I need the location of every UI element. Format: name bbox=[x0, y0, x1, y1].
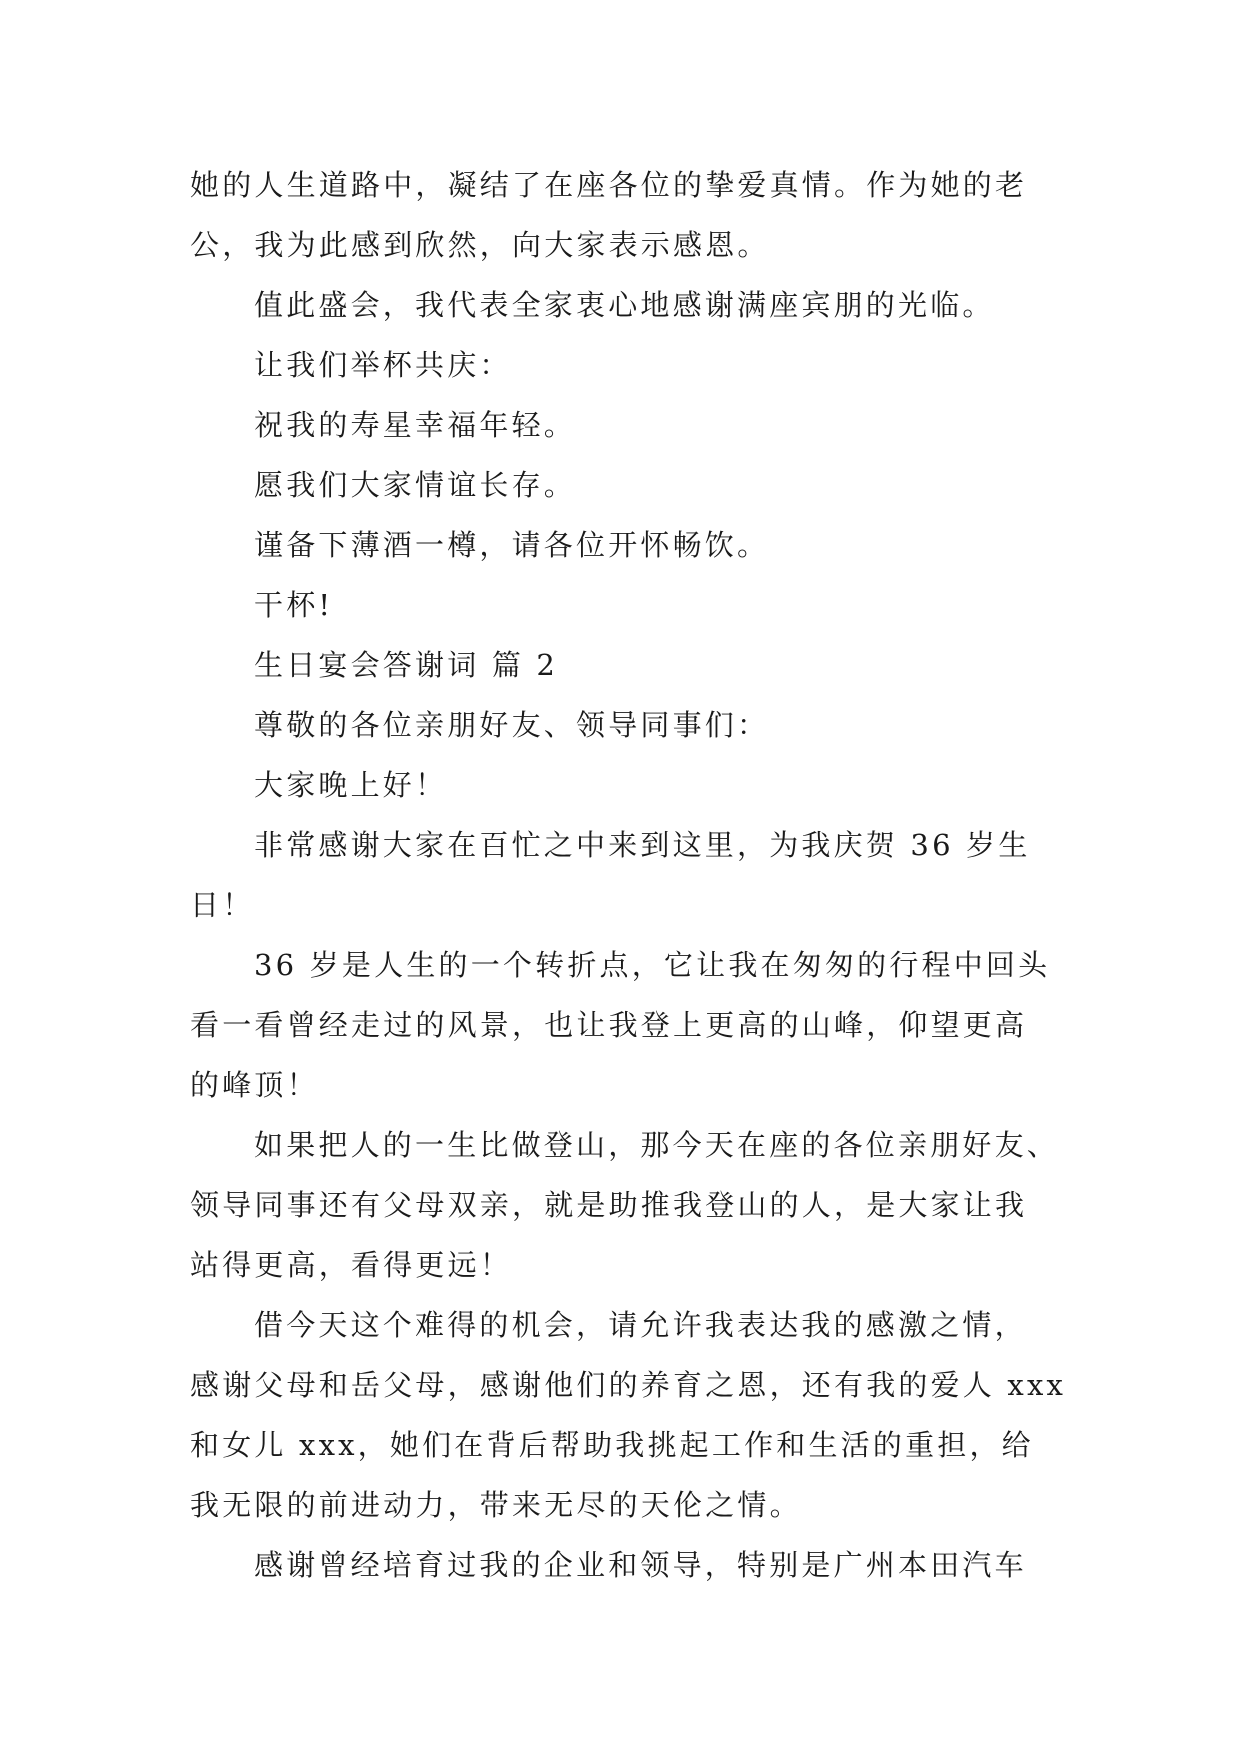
text-line: 非常感谢大家在百忙之中来到这里，为我庆贺 36 岁生 bbox=[254, 828, 1031, 862]
text-line: 看一看曾经走过的风景，也让我登上更高的山峰，仰望更高 bbox=[190, 1008, 1028, 1042]
text-line: 干杯! bbox=[254, 588, 334, 622]
text-line: 如果把人的一生比做登山，那今天在座的各位亲朋好友、 bbox=[254, 1128, 1060, 1162]
text-line: 领导同事还有父母双亲，就是助推我登山的人，是大家让我 bbox=[190, 1188, 1028, 1222]
text-line: 祝我的寿星幸福年轻。 bbox=[254, 408, 577, 442]
text-line: 谨备下薄酒一樽，请各位开怀畅饮。 bbox=[254, 528, 770, 562]
text-line: 的峰顶！ bbox=[190, 1068, 319, 1102]
section-heading: 生日宴会答谢词 篇 2 bbox=[254, 648, 559, 682]
text-line: 让我们举杯共庆： bbox=[254, 348, 512, 382]
text-line: 她的人生道路中，凝结了在座各位的挚爱真情。作为她的老 bbox=[190, 168, 1028, 202]
text-line: 日！ bbox=[190, 888, 255, 922]
text-line: 36 岁是人生的一个转折点，它让我在匆匆的行程中回头 bbox=[254, 948, 1051, 982]
text-line: 大家晚上好！ bbox=[254, 768, 448, 802]
text-line: 和女儿 xxx，她们在背后帮助我挑起工作和生活的重担，给 bbox=[190, 1428, 1034, 1462]
text-line: 值此盛会，我代表全家衷心地感谢满座宾朋的光临。 bbox=[254, 288, 995, 322]
text-line: 公，我为此感到欣然，向大家表示感恩。 bbox=[190, 228, 770, 262]
text-line: 尊敬的各位亲朋好友、领导同事们： bbox=[254, 708, 770, 742]
text-line: 愿我们大家情谊长存。 bbox=[254, 468, 577, 502]
text-line: 我无限的前进动力，带来无尽的天伦之情。 bbox=[190, 1488, 802, 1522]
text-line: 感谢曾经培育过我的企业和领导，特别是广州本田汽车 bbox=[254, 1548, 1027, 1582]
text-line: 借今天这个难得的机会，请允许我表达我的感激之情， bbox=[254, 1308, 1027, 1342]
text-line: 感谢父母和岳父母，感谢他们的养育之恩，还有我的爱人 xxx bbox=[190, 1368, 1067, 1402]
text-line: 站得更高，看得更远！ bbox=[190, 1248, 513, 1282]
document-page bbox=[190, 155, 1067, 1595]
